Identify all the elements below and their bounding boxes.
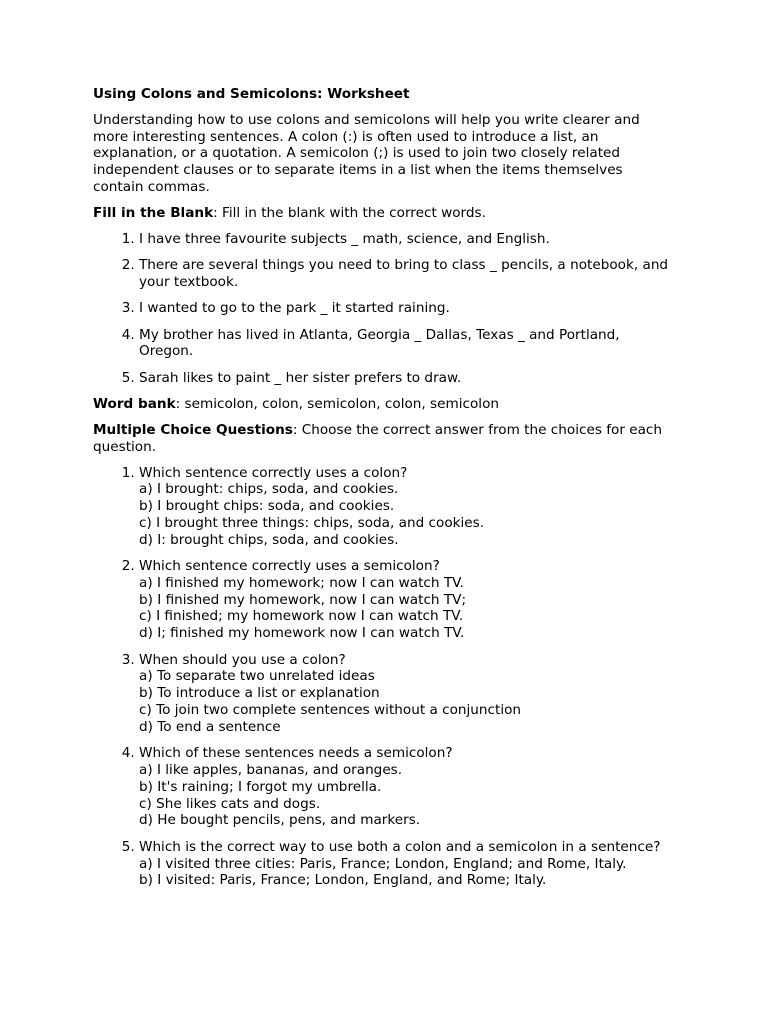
answer-option: d) I; finished my homework now I can watch TV. [139, 625, 465, 642]
mc-question [139, 839, 673, 889]
page-title: Using Colons and Semicolons: Worksheet [93, 86, 410, 102]
answer-option: a) I finished my homework; now I can watch TV. [139, 574, 464, 591]
answer-option: c) She likes cats and dogs. [139, 795, 321, 812]
question-text: 4. Which of these sentences needs a semicolon? [139, 745, 453, 762]
answer-option: b) I brought chips: soda, and cookies. [139, 498, 395, 515]
fill-item: 2. There are several things you need to bring to class _ pencils, a notebook, and your textbook. [139, 257, 673, 291]
question-text: 2. Which sentence correctly uses a semicolon? [139, 558, 440, 575]
fill-instruction: : Fill in the blank with the correct words. [213, 204, 486, 221]
answer-option: d) He bought pencils, pens, and markers. [139, 812, 421, 829]
mc-heading [93, 422, 673, 456]
mc-question [139, 652, 673, 736]
answer-option: b) To introduce a list or explanation [139, 685, 380, 702]
answer-option: b) It's raining; I forgot my umbrella. [139, 778, 382, 795]
fill-heading [93, 205, 673, 222]
fill-item: 3. I wanted to go to the park _ it started raining. [139, 300, 673, 317]
answer-option: c) I brought three things: chips, soda, and cookies. [139, 514, 485, 531]
answer-option: a) I visited three cities: Paris, France; London, England; and Rome, Italy. [139, 855, 627, 872]
fill-item: 5. Sarah likes to paint _ her sister prefers to draw. [139, 370, 673, 387]
answer-option: a) To separate two unrelated ideas [139, 668, 375, 685]
fill-list [93, 231, 673, 387]
question-text: 1. Which sentence correctly uses a colon? [139, 464, 408, 481]
mc-list [93, 465, 673, 890]
word-bank [93, 396, 673, 413]
answer-option: b) I visited: Paris, France; London, England, and Rome; Italy. [139, 872, 547, 889]
mc-label: Multiple Choice Questions [93, 421, 293, 438]
answer-option: d) To end a sentence [139, 718, 281, 735]
mc-question [139, 465, 673, 549]
answer-option: a) I like apples, bananas, and oranges. [139, 762, 403, 779]
answer-option: b) I finished my homework, now I can watch TV; [139, 591, 467, 608]
fill-item: 4. My brother has lived in Atlanta, Georgia _ Dallas, Texas _ and Portland, Oregon. [139, 327, 673, 361]
question-text: 5. Which is the correct way to use both a colon and a semicolon in a sentence? [139, 838, 661, 855]
fill-label: Fill in the Blank [93, 204, 214, 221]
answer-option: a) I brought: chips, soda, and cookies. [139, 481, 399, 498]
word-bank-text: : semicolon, colon, semicolon, colon, semicolon [175, 396, 500, 413]
intro-paragraph: Understanding how to use colons and semicolons will help you write clearer and more interesting sentences. A colon (:) is often used to introduce a list, an explanation, or a quotation. A semicolon (;) is used to join two closely related independent clauses or to separate items in a list when the items themselves contain commas. [93, 111, 640, 195]
question-text: 3. When should you use a colon? [139, 651, 346, 668]
fill-item: 1. I have three favourite subjects _ math, science, and English. [139, 231, 673, 248]
mc-question [139, 745, 673, 829]
answer-option: c) I finished; my homework now I can watch TV. [139, 608, 464, 625]
mc-question [139, 558, 673, 642]
mc-instruction: : Choose the correct answer from the choices for each question. [93, 421, 663, 455]
answer-option: d) I: brought chips, soda, and cookies. [139, 531, 399, 548]
worksheet-page [93, 86, 673, 899]
word-bank-label: Word bank [93, 396, 176, 413]
answer-option: c) To join two complete sentences without a conjunction [139, 702, 522, 719]
